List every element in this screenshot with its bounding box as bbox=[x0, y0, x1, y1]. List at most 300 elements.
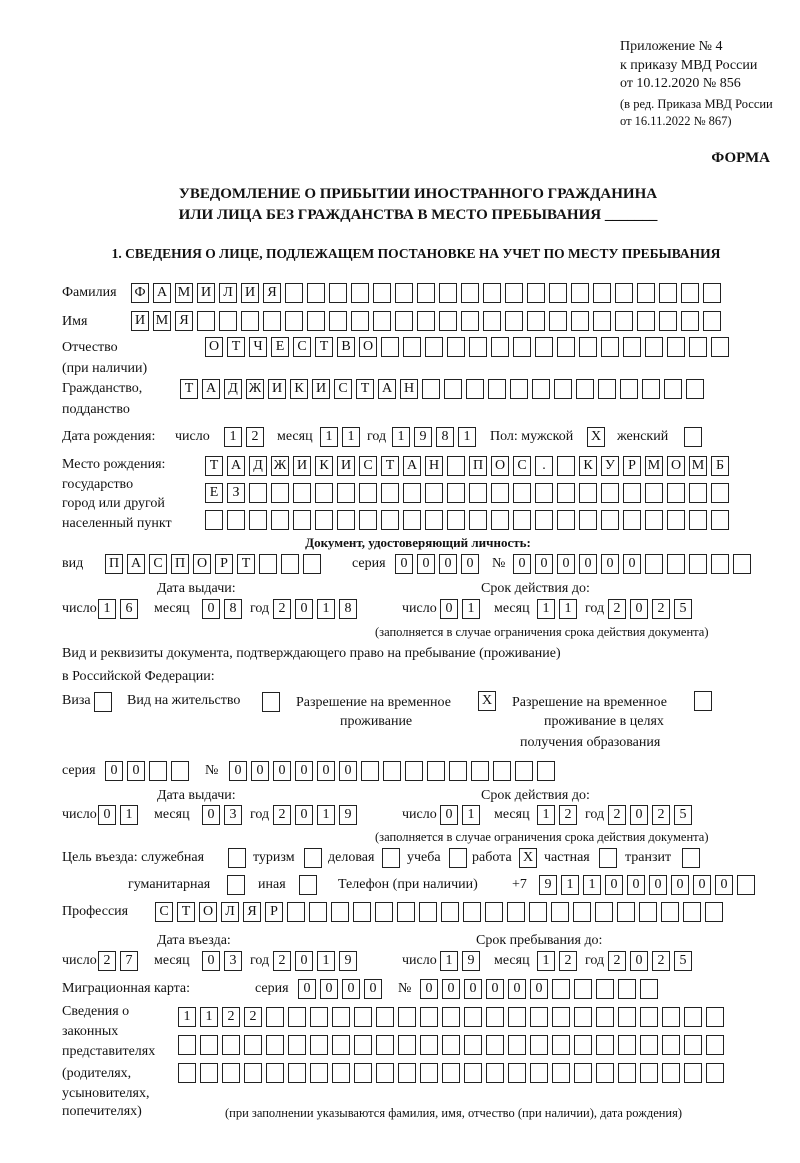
char-cell[interactable]: 2 bbox=[273, 599, 291, 619]
char-cell[interactable] bbox=[617, 902, 635, 922]
char-cell[interactable] bbox=[623, 483, 641, 503]
char-cell[interactable]: А bbox=[227, 456, 245, 476]
char-cell[interactable] bbox=[420, 1007, 438, 1027]
char-cell[interactable] bbox=[420, 1063, 438, 1083]
char-cell[interactable] bbox=[417, 283, 435, 303]
char-cell[interactable] bbox=[222, 1035, 240, 1055]
char-cell[interactable]: 1 bbox=[342, 427, 360, 447]
char-cell[interactable] bbox=[552, 1035, 570, 1055]
char-cell[interactable] bbox=[557, 483, 575, 503]
char-cell[interactable] bbox=[405, 761, 423, 781]
char-cell[interactable] bbox=[508, 1035, 526, 1055]
char-cell[interactable]: 8 bbox=[339, 599, 357, 619]
char-cell[interactable]: Л bbox=[219, 283, 237, 303]
char-cell[interactable]: 0 bbox=[105, 761, 123, 781]
char-cell[interactable] bbox=[737, 875, 755, 895]
char-cell[interactable] bbox=[579, 483, 597, 503]
char-cell[interactable] bbox=[527, 311, 545, 331]
char-cell[interactable] bbox=[733, 554, 751, 574]
char-cell[interactable] bbox=[419, 902, 437, 922]
char-cell[interactable]: 1 bbox=[320, 427, 338, 447]
char-cell[interactable]: 1 bbox=[120, 805, 138, 825]
char-cell[interactable] bbox=[249, 483, 267, 503]
char-cell[interactable] bbox=[593, 283, 611, 303]
char-cell[interactable]: . bbox=[535, 456, 553, 476]
char-cell[interactable]: 0 bbox=[295, 951, 313, 971]
char-cell[interactable]: 0 bbox=[579, 554, 597, 574]
char-cell[interactable] bbox=[354, 1007, 372, 1027]
char-cell[interactable]: П bbox=[171, 554, 189, 574]
char-cell[interactable] bbox=[361, 761, 379, 781]
char-cell[interactable]: 2 bbox=[273, 805, 291, 825]
char-cell[interactable] bbox=[464, 1063, 482, 1083]
char-cell[interactable] bbox=[249, 510, 267, 530]
char-cell[interactable]: 0 bbox=[623, 554, 641, 574]
char-cell[interactable] bbox=[461, 283, 479, 303]
char-cell[interactable]: 2 bbox=[559, 805, 577, 825]
char-cell[interactable] bbox=[287, 902, 305, 922]
char-cell[interactable] bbox=[205, 510, 223, 530]
char-cell[interactable] bbox=[508, 1063, 526, 1083]
char-cell[interactable] bbox=[149, 761, 167, 781]
char-cell[interactable] bbox=[178, 1035, 196, 1055]
char-cell[interactable] bbox=[376, 1007, 394, 1027]
char-cell[interactable] bbox=[535, 483, 553, 503]
char-cell[interactable] bbox=[684, 1063, 702, 1083]
char-cell[interactable]: И bbox=[131, 311, 149, 331]
char-cell[interactable] bbox=[573, 902, 591, 922]
char-cell[interactable]: 2 bbox=[246, 427, 264, 447]
char-cell[interactable]: М bbox=[645, 456, 663, 476]
sex-female-checkbox[interactable] bbox=[684, 427, 702, 447]
char-cell[interactable]: 2 bbox=[559, 951, 577, 971]
char-cell[interactable] bbox=[508, 1007, 526, 1027]
char-cell[interactable]: 0 bbox=[442, 979, 460, 999]
char-cell[interactable]: М bbox=[153, 311, 171, 331]
char-cell[interactable] bbox=[535, 337, 553, 357]
char-cell[interactable]: 0 bbox=[530, 979, 548, 999]
char-cell[interactable]: К bbox=[315, 456, 333, 476]
char-cell[interactable] bbox=[574, 1063, 592, 1083]
char-cell[interactable]: 8 bbox=[436, 427, 454, 447]
char-cell[interactable] bbox=[376, 1063, 394, 1083]
char-cell[interactable] bbox=[683, 902, 701, 922]
purpose-other-checkbox[interactable] bbox=[299, 875, 317, 895]
char-cell[interactable]: 0 bbox=[557, 554, 575, 574]
char-cell[interactable]: 0 bbox=[439, 554, 457, 574]
char-cell[interactable] bbox=[244, 1063, 262, 1083]
char-cell[interactable]: К bbox=[290, 379, 308, 399]
char-cell[interactable]: 2 bbox=[244, 1007, 262, 1027]
char-cell[interactable]: А bbox=[153, 283, 171, 303]
char-cell[interactable] bbox=[375, 902, 393, 922]
char-cell[interactable] bbox=[491, 510, 509, 530]
char-cell[interactable]: М bbox=[175, 283, 193, 303]
char-cell[interactable] bbox=[640, 1035, 658, 1055]
char-cell[interactable] bbox=[637, 311, 655, 331]
char-cell[interactable] bbox=[422, 379, 440, 399]
char-cell[interactable] bbox=[529, 902, 547, 922]
char-cell[interactable]: С bbox=[359, 456, 377, 476]
char-cell[interactable] bbox=[354, 1035, 372, 1055]
char-cell[interactable] bbox=[359, 510, 377, 530]
char-cell[interactable]: А bbox=[127, 554, 145, 574]
char-cell[interactable]: 0 bbox=[440, 805, 458, 825]
char-cell[interactable] bbox=[266, 1063, 284, 1083]
char-cell[interactable]: 0 bbox=[417, 554, 435, 574]
char-cell[interactable]: Т bbox=[205, 456, 223, 476]
char-cell[interactable]: О bbox=[199, 902, 217, 922]
char-cell[interactable] bbox=[310, 1063, 328, 1083]
char-cell[interactable] bbox=[601, 510, 619, 530]
char-cell[interactable] bbox=[315, 510, 333, 530]
char-cell[interactable]: 0 bbox=[202, 599, 220, 619]
char-cell[interactable] bbox=[513, 337, 531, 357]
char-cell[interactable]: О bbox=[359, 337, 377, 357]
char-cell[interactable]: У bbox=[601, 456, 619, 476]
char-cell[interactable]: 2 bbox=[608, 599, 626, 619]
char-cell[interactable] bbox=[403, 510, 421, 530]
char-cell[interactable]: П bbox=[105, 554, 123, 574]
char-cell[interactable] bbox=[537, 761, 555, 781]
char-cell[interactable]: 0 bbox=[364, 979, 382, 999]
char-cell[interactable] bbox=[259, 554, 277, 574]
char-cell[interactable]: И bbox=[293, 456, 311, 476]
char-cell[interactable]: 0 bbox=[320, 979, 338, 999]
char-cell[interactable] bbox=[271, 483, 289, 503]
char-cell[interactable]: Ф bbox=[131, 283, 149, 303]
char-cell[interactable]: С bbox=[334, 379, 352, 399]
char-cell[interactable]: Ч bbox=[249, 337, 267, 357]
char-cell[interactable] bbox=[574, 1035, 592, 1055]
char-cell[interactable] bbox=[485, 902, 503, 922]
char-cell[interactable] bbox=[381, 510, 399, 530]
char-cell[interactable]: 0 bbox=[342, 979, 360, 999]
char-cell[interactable] bbox=[681, 311, 699, 331]
char-cell[interactable] bbox=[684, 1007, 702, 1027]
char-cell[interactable] bbox=[571, 311, 589, 331]
char-cell[interactable] bbox=[293, 483, 311, 503]
char-cell[interactable]: 1 bbox=[462, 805, 480, 825]
char-cell[interactable] bbox=[444, 379, 462, 399]
char-cell[interactable] bbox=[620, 379, 638, 399]
char-cell[interactable] bbox=[281, 554, 299, 574]
purpose-humanitarian-checkbox[interactable] bbox=[227, 875, 245, 895]
char-cell[interactable]: И bbox=[197, 283, 215, 303]
char-cell[interactable]: 0 bbox=[295, 761, 313, 781]
char-cell[interactable]: Д bbox=[249, 456, 267, 476]
char-cell[interactable]: 3 bbox=[224, 805, 242, 825]
char-cell[interactable] bbox=[557, 510, 575, 530]
char-cell[interactable]: Л bbox=[221, 902, 239, 922]
char-cell[interactable] bbox=[244, 1035, 262, 1055]
char-cell[interactable] bbox=[711, 554, 729, 574]
char-cell[interactable] bbox=[513, 510, 531, 530]
char-cell[interactable]: 0 bbox=[295, 805, 313, 825]
char-cell[interactable] bbox=[310, 1035, 328, 1055]
char-cell[interactable]: С bbox=[293, 337, 311, 357]
char-cell[interactable] bbox=[329, 311, 347, 331]
char-cell[interactable] bbox=[447, 456, 465, 476]
char-cell[interactable] bbox=[510, 379, 528, 399]
char-cell[interactable] bbox=[381, 483, 399, 503]
char-cell[interactable] bbox=[659, 283, 677, 303]
char-cell[interactable]: 1 bbox=[583, 875, 601, 895]
char-cell[interactable]: О bbox=[193, 554, 211, 574]
char-cell[interactable] bbox=[483, 311, 501, 331]
char-cell[interactable]: 0 bbox=[486, 979, 504, 999]
char-cell[interactable] bbox=[197, 311, 215, 331]
char-cell[interactable] bbox=[576, 379, 594, 399]
char-cell[interactable] bbox=[464, 1007, 482, 1027]
char-cell[interactable] bbox=[689, 554, 707, 574]
char-cell[interactable] bbox=[463, 902, 481, 922]
char-cell[interactable]: 0 bbox=[693, 875, 711, 895]
char-cell[interactable]: 0 bbox=[630, 599, 648, 619]
char-cell[interactable]: 1 bbox=[200, 1007, 218, 1027]
char-cell[interactable] bbox=[441, 902, 459, 922]
char-cell[interactable] bbox=[171, 761, 189, 781]
char-cell[interactable]: Я bbox=[175, 311, 193, 331]
char-cell[interactable]: Н bbox=[425, 456, 443, 476]
char-cell[interactable] bbox=[417, 311, 435, 331]
char-cell[interactable] bbox=[618, 1035, 636, 1055]
char-cell[interactable]: 2 bbox=[652, 599, 670, 619]
char-cell[interactable] bbox=[307, 311, 325, 331]
char-cell[interactable] bbox=[574, 1007, 592, 1027]
char-cell[interactable]: Т bbox=[315, 337, 333, 357]
char-cell[interactable]: 1 bbox=[559, 599, 577, 619]
char-cell[interactable] bbox=[376, 1035, 394, 1055]
char-cell[interactable]: М bbox=[689, 456, 707, 476]
char-cell[interactable]: 0 bbox=[202, 805, 220, 825]
residence-checkbox[interactable] bbox=[262, 692, 280, 712]
char-cell[interactable]: 1 bbox=[98, 599, 116, 619]
char-cell[interactable] bbox=[684, 1035, 702, 1055]
char-cell[interactable] bbox=[703, 311, 721, 331]
char-cell[interactable] bbox=[266, 1007, 284, 1027]
char-cell[interactable]: Р bbox=[265, 902, 283, 922]
char-cell[interactable]: 1 bbox=[458, 427, 476, 447]
char-cell[interactable] bbox=[293, 510, 311, 530]
char-cell[interactable]: 0 bbox=[627, 875, 645, 895]
char-cell[interactable] bbox=[689, 510, 707, 530]
char-cell[interactable] bbox=[703, 283, 721, 303]
char-cell[interactable] bbox=[706, 1063, 724, 1083]
char-cell[interactable] bbox=[552, 1063, 570, 1083]
char-cell[interactable] bbox=[383, 761, 401, 781]
char-cell[interactable] bbox=[595, 902, 613, 922]
purpose-work-checkbox[interactable]: X bbox=[519, 848, 537, 868]
char-cell[interactable] bbox=[442, 1035, 460, 1055]
char-cell[interactable] bbox=[200, 1035, 218, 1055]
char-cell[interactable]: 2 bbox=[222, 1007, 240, 1027]
char-cell[interactable] bbox=[596, 1035, 614, 1055]
char-cell[interactable]: 0 bbox=[339, 761, 357, 781]
char-cell[interactable] bbox=[549, 283, 567, 303]
char-cell[interactable] bbox=[442, 1063, 460, 1083]
char-cell[interactable] bbox=[398, 1035, 416, 1055]
char-cell[interactable]: З bbox=[227, 483, 245, 503]
char-cell[interactable] bbox=[351, 283, 369, 303]
char-cell[interactable] bbox=[549, 311, 567, 331]
char-cell[interactable]: А bbox=[403, 456, 421, 476]
char-cell[interactable] bbox=[532, 379, 550, 399]
char-cell[interactable] bbox=[574, 979, 592, 999]
char-cell[interactable]: 1 bbox=[440, 951, 458, 971]
char-cell[interactable] bbox=[615, 283, 633, 303]
char-cell[interactable]: 2 bbox=[652, 805, 670, 825]
char-cell[interactable]: О bbox=[667, 456, 685, 476]
char-cell[interactable] bbox=[469, 510, 487, 530]
char-cell[interactable]: Т bbox=[356, 379, 374, 399]
char-cell[interactable]: Т bbox=[180, 379, 198, 399]
char-cell[interactable]: С bbox=[513, 456, 531, 476]
purpose-transit-checkbox[interactable] bbox=[682, 848, 700, 868]
char-cell[interactable] bbox=[615, 311, 633, 331]
char-cell[interactable]: 0 bbox=[98, 805, 116, 825]
char-cell[interactable] bbox=[288, 1007, 306, 1027]
char-cell[interactable] bbox=[307, 283, 325, 303]
char-cell[interactable]: 7 bbox=[120, 951, 138, 971]
char-cell[interactable]: Е bbox=[271, 337, 289, 357]
char-cell[interactable] bbox=[557, 337, 575, 357]
char-cell[interactable]: 0 bbox=[513, 554, 531, 574]
char-cell[interactable]: Б bbox=[711, 456, 729, 476]
char-cell[interactable] bbox=[596, 1007, 614, 1027]
char-cell[interactable]: 0 bbox=[508, 979, 526, 999]
char-cell[interactable] bbox=[288, 1063, 306, 1083]
char-cell[interactable] bbox=[227, 510, 245, 530]
char-cell[interactable] bbox=[395, 283, 413, 303]
char-cell[interactable]: 2 bbox=[608, 951, 626, 971]
char-cell[interactable] bbox=[310, 1007, 328, 1027]
char-cell[interactable]: 1 bbox=[178, 1007, 196, 1027]
char-cell[interactable] bbox=[640, 1007, 658, 1027]
char-cell[interactable] bbox=[332, 1007, 350, 1027]
char-cell[interactable] bbox=[593, 311, 611, 331]
char-cell[interactable]: Ж bbox=[271, 456, 289, 476]
char-cell[interactable]: Е bbox=[205, 483, 223, 503]
char-cell[interactable]: 5 bbox=[674, 951, 692, 971]
char-cell[interactable] bbox=[667, 554, 685, 574]
char-cell[interactable] bbox=[359, 483, 377, 503]
char-cell[interactable] bbox=[315, 483, 333, 503]
char-cell[interactable] bbox=[645, 554, 663, 574]
char-cell[interactable]: Я bbox=[243, 902, 261, 922]
char-cell[interactable] bbox=[486, 1035, 504, 1055]
char-cell[interactable] bbox=[420, 1035, 438, 1055]
char-cell[interactable] bbox=[662, 1007, 680, 1027]
char-cell[interactable] bbox=[461, 311, 479, 331]
char-cell[interactable] bbox=[662, 1035, 680, 1055]
char-cell[interactable]: Р bbox=[215, 554, 233, 574]
char-cell[interactable]: 0 bbox=[715, 875, 733, 895]
char-cell[interactable]: 2 bbox=[273, 951, 291, 971]
char-cell[interactable]: 9 bbox=[462, 951, 480, 971]
char-cell[interactable]: 5 bbox=[674, 599, 692, 619]
char-cell[interactable] bbox=[623, 510, 641, 530]
char-cell[interactable] bbox=[664, 379, 682, 399]
char-cell[interactable] bbox=[618, 1007, 636, 1027]
char-cell[interactable]: 2 bbox=[98, 951, 116, 971]
char-cell[interactable]: 0 bbox=[440, 599, 458, 619]
char-cell[interactable]: 8 bbox=[224, 599, 242, 619]
char-cell[interactable]: 0 bbox=[202, 951, 220, 971]
char-cell[interactable] bbox=[439, 311, 457, 331]
char-cell[interactable]: 9 bbox=[539, 875, 557, 895]
char-cell[interactable] bbox=[263, 311, 281, 331]
char-cell[interactable]: 0 bbox=[273, 761, 291, 781]
char-cell[interactable]: 0 bbox=[630, 951, 648, 971]
char-cell[interactable]: 0 bbox=[127, 761, 145, 781]
char-cell[interactable] bbox=[439, 283, 457, 303]
visa-checkbox[interactable] bbox=[94, 692, 112, 712]
char-cell[interactable] bbox=[331, 902, 349, 922]
char-cell[interactable] bbox=[579, 510, 597, 530]
char-cell[interactable]: 0 bbox=[671, 875, 689, 895]
char-cell[interactable] bbox=[493, 761, 511, 781]
char-cell[interactable]: 0 bbox=[229, 761, 247, 781]
char-cell[interactable] bbox=[337, 510, 355, 530]
char-cell[interactable] bbox=[515, 761, 533, 781]
char-cell[interactable] bbox=[351, 311, 369, 331]
char-cell[interactable]: С bbox=[155, 902, 173, 922]
char-cell[interactable] bbox=[329, 283, 347, 303]
char-cell[interactable] bbox=[596, 979, 614, 999]
char-cell[interactable] bbox=[640, 1063, 658, 1083]
char-cell[interactable] bbox=[271, 510, 289, 530]
char-cell[interactable]: 9 bbox=[414, 427, 432, 447]
char-cell[interactable] bbox=[507, 902, 525, 922]
char-cell[interactable] bbox=[667, 337, 685, 357]
char-cell[interactable] bbox=[427, 761, 445, 781]
char-cell[interactable]: О bbox=[491, 456, 509, 476]
char-cell[interactable] bbox=[689, 337, 707, 357]
char-cell[interactable]: К bbox=[579, 456, 597, 476]
char-cell[interactable] bbox=[285, 311, 303, 331]
char-cell[interactable] bbox=[332, 1035, 350, 1055]
char-cell[interactable]: Т bbox=[237, 554, 255, 574]
char-cell[interactable]: Н bbox=[400, 379, 418, 399]
char-cell[interactable]: Я bbox=[263, 283, 281, 303]
purpose-official-checkbox[interactable] bbox=[228, 848, 246, 868]
temp-permit-checkbox[interactable]: X bbox=[478, 691, 496, 711]
char-cell[interactable]: 0 bbox=[420, 979, 438, 999]
char-cell[interactable]: 1 bbox=[462, 599, 480, 619]
char-cell[interactable] bbox=[618, 979, 636, 999]
char-cell[interactable] bbox=[425, 483, 443, 503]
char-cell[interactable]: О bbox=[205, 337, 223, 357]
char-cell[interactable] bbox=[639, 902, 657, 922]
char-cell[interactable] bbox=[486, 1063, 504, 1083]
char-cell[interactable] bbox=[601, 483, 619, 503]
char-cell[interactable]: 9 bbox=[339, 805, 357, 825]
char-cell[interactable]: 0 bbox=[464, 979, 482, 999]
char-cell[interactable] bbox=[689, 483, 707, 503]
char-cell[interactable]: 0 bbox=[317, 761, 335, 781]
char-cell[interactable]: 0 bbox=[601, 554, 619, 574]
char-cell[interactable]: 0 bbox=[535, 554, 553, 574]
char-cell[interactable] bbox=[200, 1063, 218, 1083]
char-cell[interactable]: И bbox=[337, 456, 355, 476]
char-cell[interactable] bbox=[530, 1063, 548, 1083]
char-cell[interactable]: Р bbox=[623, 456, 641, 476]
char-cell[interactable] bbox=[686, 379, 704, 399]
char-cell[interactable] bbox=[222, 1063, 240, 1083]
char-cell[interactable] bbox=[403, 337, 421, 357]
char-cell[interactable] bbox=[637, 283, 655, 303]
